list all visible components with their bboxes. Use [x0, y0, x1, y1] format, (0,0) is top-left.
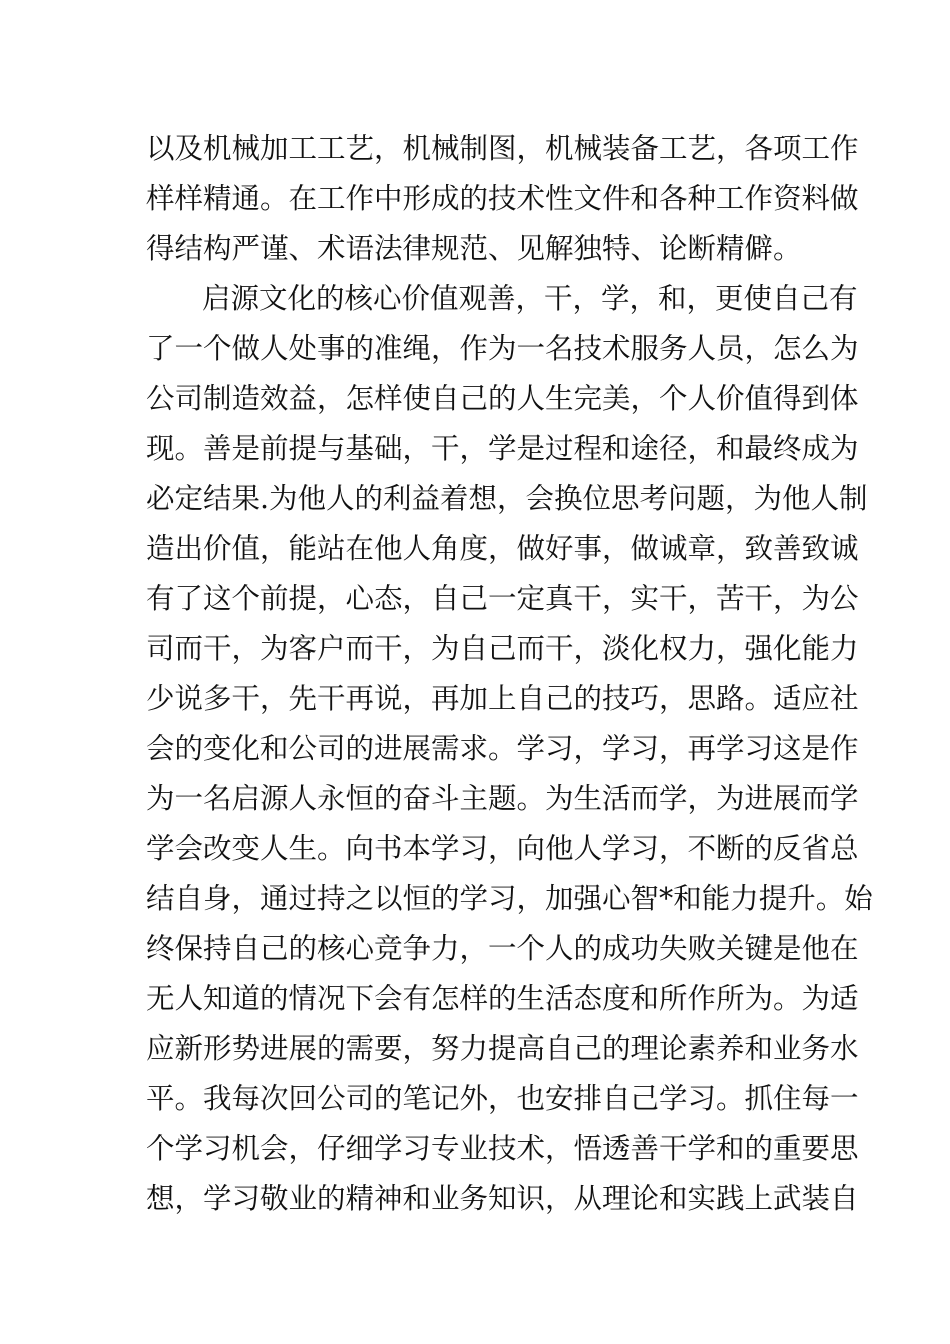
text-line: 无人知道的情况下会有怎样的生活态度和所作所为。为适 [146, 982, 859, 1015]
text-line: 终保持自己的核心竞争力，一个人的成功失败关键是他在 [146, 932, 859, 965]
text-line: 有了这个前提，心态，自己一定真干，实干，苦干，为公 [146, 582, 859, 615]
text-line: 司而干，为客户而干，为自己而干，淡化权力，强化能力 [146, 632, 859, 665]
text-line: 公司制造效益，怎样使自己的人生完美，个人价值得到体 [146, 382, 859, 415]
text-line: 必定结果.为他人的利益着想，会换位思考问题，为他人制 [146, 482, 868, 515]
text-line: 个学习机会，仔细学习专业技术，悟透善干学和的重要思 [146, 1132, 859, 1165]
text-line: 样样精通。在工作中形成的技术性文件和各种工作资料做 [146, 182, 859, 215]
text-line: 想，学习敬业的精神和业务知识，从理论和实践上武装自 [146, 1182, 859, 1215]
text-line: 会的变化和公司的进展需求。学习，学习，再学习这是作 [146, 732, 859, 765]
text-line: 结自身，通过持之以恒的学习，加强心智*和能力提升。始 [146, 882, 873, 915]
text-line: 以及机械加工工艺，机械制图，机械装备工艺，各项工作 [146, 132, 859, 165]
text-line: 现。善是前提与基础，干，学是过程和途径，和最终成为 [146, 432, 859, 465]
text-line: 为一名启源人永恒的奋斗主题。为生活而学，为进展而学 [146, 782, 859, 815]
text-line: 启源文化的核心价值观善，干，学，和，更使自己有 [202, 282, 858, 315]
text-line: 了一个做人处事的准绳，作为一名技术服务人员，怎么为 [146, 332, 859, 365]
text-line: 平。我每次回公司的笔记外，也安排自己学习。抓住每一 [146, 1082, 859, 1115]
text-line: 造出价值，能站在他人角度，做好事，做诚章，致善致诚 [146, 532, 859, 565]
text-line: 应新形势进展的需要，努力提高自己的理论素养和业务水 [146, 1032, 859, 1065]
text-line: 得结构严谨、术语法律规范、见解独特、论断精僻。 [146, 232, 802, 265]
text-line: 少说多干，先干再说，再加上自己的技巧，思路。适应社 [146, 682, 859, 715]
text-line: 学会改变人生。向书本学习，向他人学习，不断的反省总 [146, 832, 859, 865]
